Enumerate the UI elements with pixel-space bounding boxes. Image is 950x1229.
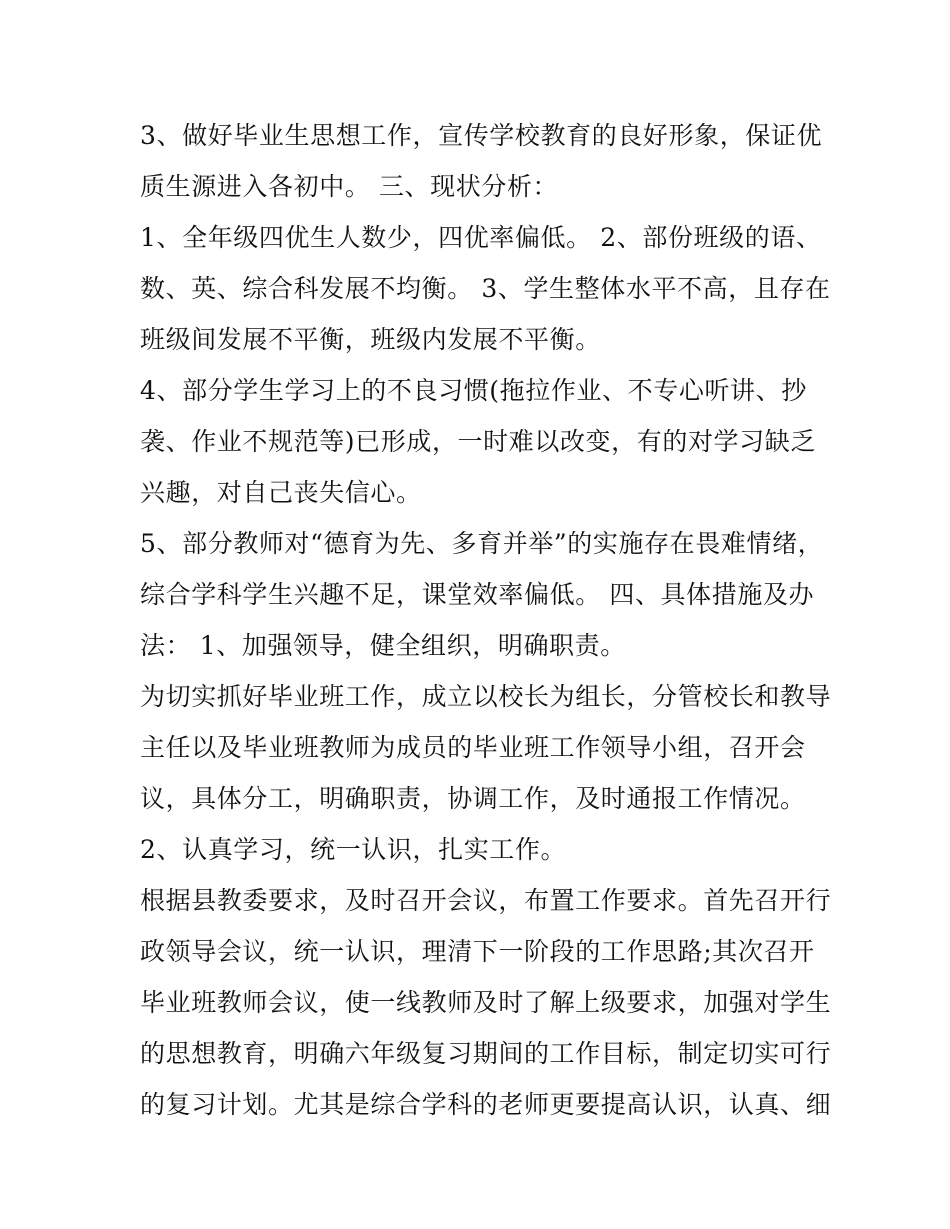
text-line: 5、部分教师对“德育为先、多育并举”的实施存在畏难情绪，: [140, 529, 824, 558]
text-line: 综合学科学生兴趣不足，课堂效率偏低。 四、具体措施及办: [140, 580, 815, 609]
text-line: 2、认真学习，统一认识，扎实工作。: [140, 835, 567, 864]
text-line: 主任以及毕业班教师为成员的毕业班工作领导小组，召开会: [140, 733, 806, 762]
text-line: 根据县教委要求，及时召开会议，布置工作要求。首先召开行: [140, 886, 832, 915]
text-line: 3、做好毕业生思想工作，宣传学校教育的良好形象，保证优: [140, 121, 823, 150]
text-line: 的复习计划。尤其是综合学科的老师更要提高认识，认真、细: [140, 1090, 832, 1119]
text-line: 班级间发展不平衡，班级内发展不平衡。: [140, 325, 601, 354]
text-line: 法： 1、加强领导，健全组织，明确职责。: [140, 631, 626, 660]
text-line: 毕业班教师会议，使一线教师及时了解上级要求，加强对学生: [140, 988, 832, 1017]
text-line: 1、全年级四优生人数少，四优率偏低。 2、部份班级的语、: [140, 223, 822, 252]
text-line: 的思想教育，明确六年级复习期间的工作目标，制定切实可行: [140, 1039, 832, 1068]
text-line: 袭、作业不规范等)已形成，一时难以改变，有的对学习缺乏: [140, 427, 816, 456]
text-line: 为切实抓好毕业班工作，成立以校长为组长，分管校长和教导: [140, 682, 832, 711]
text-line: 质生源进入各初中。 三、现状分析：: [140, 172, 559, 201]
text-line: 议，具体分工，明确职责，协调工作，及时通报工作情况。: [140, 784, 806, 813]
document-body: [140, 110, 832, 1130]
text-line: 兴趣，对自己丧失信心。: [140, 478, 422, 507]
text-line: 4、部分学生学习上的不良习惯(拖拉作业、不专心听讲、抄: [140, 376, 807, 405]
text-line: 数、英、综合科发展不均衡。 3、学生整体水平不高，且存在: [140, 274, 831, 303]
text-line: 政领导会议，统一认识，理清下一阶段的工作思路;其次召开: [140, 937, 815, 966]
